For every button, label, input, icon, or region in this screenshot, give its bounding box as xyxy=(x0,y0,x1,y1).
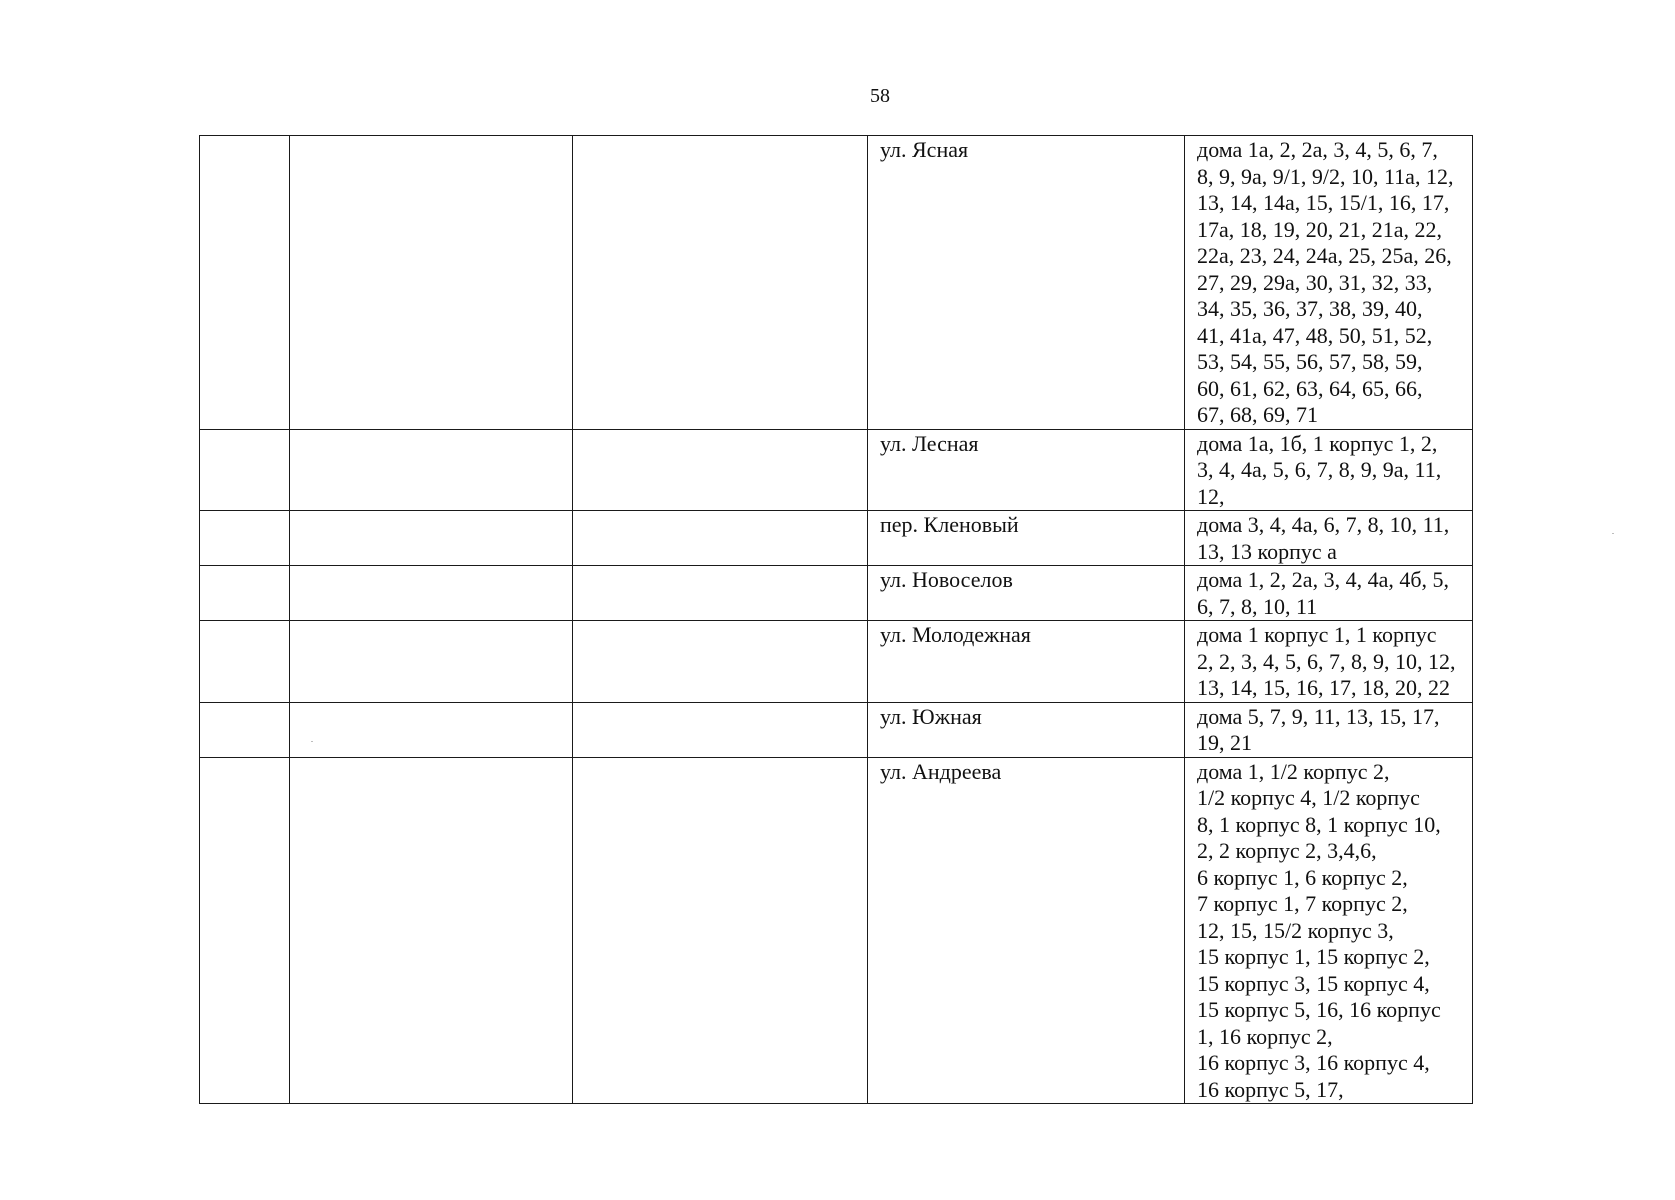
street-name-cell: ул. Ясная xyxy=(868,136,1185,430)
house-numbers-cell xyxy=(1185,757,1473,1104)
street-name-cell: ул. Южная xyxy=(868,702,1185,757)
house-numbers-line: 13, 14, 14а, 15, 15/1, 16, 17, xyxy=(1197,190,1450,215)
street-name-cell: ул. Лесная xyxy=(868,429,1185,511)
empty-cell xyxy=(573,429,868,511)
empty-cell xyxy=(200,621,290,703)
street-name-cell: ул. Новоселов xyxy=(868,566,1185,621)
house-numbers-cell xyxy=(1185,511,1473,566)
street-name-cell: ул. Молодежная xyxy=(868,621,1185,703)
empty-cell xyxy=(200,429,290,511)
house-numbers-line: 16 корпус 3, 16 корпус 4, xyxy=(1197,1050,1430,1075)
empty-cell xyxy=(573,621,868,703)
house-numbers-line: 67, 68, 69, 71 xyxy=(1197,402,1318,427)
table-row xyxy=(200,566,1473,621)
scan-speck xyxy=(311,741,313,742)
empty-cell xyxy=(290,702,573,757)
table-row xyxy=(200,621,1473,703)
house-numbers-line: 8, 1 корпус 8, 1 корпус 10, xyxy=(1197,811,1441,837)
house-numbers-line: дома 1, 1/2 корпус 2, xyxy=(1197,758,1390,784)
house-numbers-line: 27, 29, 29а, 30, 31, 32, 33, xyxy=(1197,269,1433,295)
table-row xyxy=(200,429,1473,511)
house-numbers-line: дома 1а, 1б, 1 корпус 1, 2, xyxy=(1197,430,1438,456)
house-numbers-cell xyxy=(1185,702,1473,757)
house-numbers-line: 53, 54, 55, 56, 57, 58, 59, xyxy=(1197,349,1423,374)
house-numbers-cell xyxy=(1185,566,1473,621)
empty-cell xyxy=(573,702,868,757)
house-numbers-line: 15 корпус 1, 15 корпус 2, xyxy=(1197,944,1430,969)
address-table-body xyxy=(200,136,1473,1104)
empty-cell xyxy=(290,136,573,430)
house-numbers-line: 3, 4, 4а, 5, 6, 7, 8, 9, 9а, 11, xyxy=(1197,457,1442,482)
table-row xyxy=(200,702,1473,757)
house-numbers-line: 13, 13 корпус а xyxy=(1197,538,1337,564)
house-numbers-line: 13, 14, 15, 16, 17, 18, 20, 22 xyxy=(1197,675,1450,700)
house-numbers-line: 1/2 корпус 4, 1/2 корпус xyxy=(1197,785,1420,810)
empty-cell xyxy=(573,136,868,430)
house-numbers-cell xyxy=(1185,136,1473,430)
empty-cell xyxy=(200,511,290,566)
house-numbers-cell xyxy=(1185,429,1473,511)
house-numbers-line: 34, 35, 36, 37, 38, 39, 40, xyxy=(1197,296,1423,321)
house-numbers-line: 12, 15, 15/2 корпус 3, xyxy=(1197,917,1394,943)
table-row xyxy=(200,511,1473,566)
house-numbers-line: 1, 16 корпус 2, xyxy=(1197,1023,1333,1049)
house-numbers-line: дома 3, 4, 4а, 6, 7, 8, 10, 11, xyxy=(1197,512,1450,537)
empty-cell xyxy=(290,511,573,566)
empty-cell xyxy=(290,429,573,511)
house-numbers-line: 2, 2 корпус 2, 3,4,6, xyxy=(1197,838,1377,863)
empty-cell xyxy=(573,566,868,621)
empty-cell xyxy=(573,511,868,566)
house-numbers-cell xyxy=(1185,621,1473,703)
page-number: 58 xyxy=(870,85,890,107)
house-numbers-line: дома 1а, 2, 2а, 3, 4, 5, 6, 7, xyxy=(1197,137,1438,162)
house-numbers-line: 60, 61, 62, 63, 64, 65, 66, xyxy=(1197,375,1423,401)
house-numbers-line: 6 корпус 1, 6 корпус 2, xyxy=(1197,864,1408,890)
house-numbers-line: 41, 41а, 47, 48, 50, 51, 52, xyxy=(1197,322,1433,348)
house-numbers-line: 22а, 23, 24, 24а, 25, 25а, 26, xyxy=(1197,243,1452,268)
house-numbers-line: дома 1, 2, 2а, 3, 4, 4а, 4б, 5, xyxy=(1197,567,1450,592)
empty-cell xyxy=(200,566,290,621)
house-numbers-line: 17а, 18, 19, 20, 21, 21а, 22, xyxy=(1197,216,1443,242)
house-numbers-line: 12, xyxy=(1197,483,1225,509)
house-numbers-line: 2, 2, 3, 4, 5, 6, 7, 8, 9, 10, 12, xyxy=(1197,648,1456,674)
house-numbers-line: 16 корпус 5, 17, xyxy=(1197,1076,1344,1102)
empty-cell xyxy=(573,757,868,1104)
table-row xyxy=(200,136,1473,430)
house-numbers-line: 6, 7, 8, 10, 11 xyxy=(1197,593,1318,619)
house-numbers-line: дома 5, 7, 9, 11, 13, 15, 17, xyxy=(1197,703,1440,729)
house-numbers-line: 7 корпус 1, 7 корпус 2, xyxy=(1197,891,1408,916)
house-numbers-line: 19, 21 xyxy=(1197,730,1252,755)
empty-cell xyxy=(290,621,573,703)
table-row xyxy=(200,757,1473,1104)
house-numbers-line: 15 корпус 3, 15 корпус 4, xyxy=(1197,970,1430,996)
street-name-cell: пер. Кленовый xyxy=(868,511,1185,566)
empty-cell xyxy=(290,566,573,621)
empty-cell xyxy=(200,757,290,1104)
house-numbers-line: 8, 9, 9а, 9/1, 9/2, 10, 11а, 12, xyxy=(1197,163,1454,189)
empty-cell xyxy=(200,702,290,757)
house-numbers-line: 15 корпус 5, 16, 16 корпус xyxy=(1197,997,1441,1022)
empty-cell xyxy=(200,136,290,430)
scan-speck xyxy=(1612,533,1614,534)
house-numbers-line: дома 1 корпус 1, 1 корпус xyxy=(1197,622,1437,647)
empty-cell xyxy=(290,757,573,1104)
street-name-cell: ул. Андреева xyxy=(868,757,1185,1104)
address-table xyxy=(199,135,1473,1104)
